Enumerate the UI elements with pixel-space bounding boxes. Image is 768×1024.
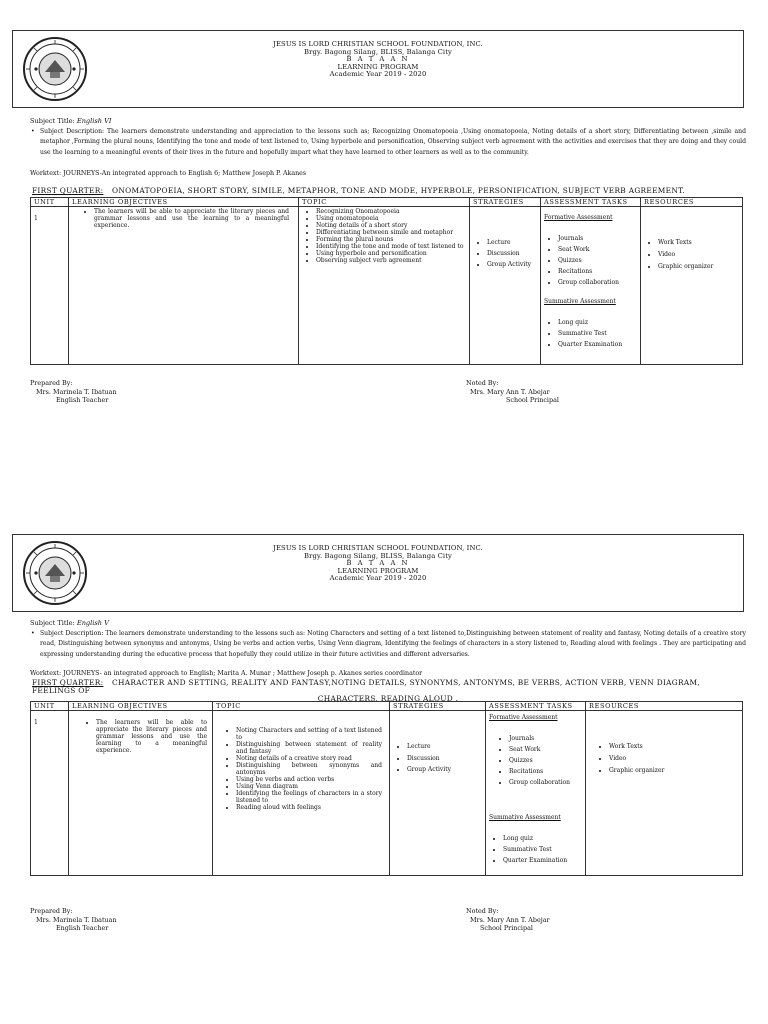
table-row: [31, 711, 743, 876]
summative-title: Summative Assessment: [544, 298, 616, 305]
noter-name: Mrs. Mary Ann T. Abejar: [470, 915, 550, 924]
preparer-name: Mrs. Marinela T. Ibatuan: [36, 915, 117, 924]
school-address: Brgy. Bagong Silang, BLISS, Balanga City: [304, 551, 452, 560]
resources-cell: [586, 711, 743, 876]
list-item: • Reading aloud with feelings: [236, 804, 382, 811]
col-unit: UNIT: [31, 702, 69, 711]
col-objectives: LEARNING OBJECTIVES: [69, 198, 299, 207]
list-item: • Group collaboration: [509, 777, 582, 788]
subject-description: [31, 127, 746, 158]
list-item: • Noting Characters and setting of a text listened to: [236, 727, 382, 741]
list-item: • Discussion: [487, 248, 537, 259]
col-assessment: ASSESSMENT TASKS: [486, 702, 586, 711]
table-header-row: [31, 198, 743, 207]
list-item: • Using be verbs and action verbs: [236, 776, 382, 783]
list-item: • Group Activity: [487, 259, 537, 270]
school-header: [12, 534, 744, 612]
list-item: • Work Texts: [658, 237, 739, 249]
list-item: • Seat Work: [558, 244, 637, 255]
col-objectives: LEARNING OBJECTIVES: [69, 702, 213, 711]
list-item: • Long quiz: [558, 317, 637, 328]
list-item: • Identifying the feelings of characters in a story listened to: [236, 790, 382, 804]
school-address: Brgy. Bagong Silang, BLISS, Balanga City: [304, 47, 452, 56]
table-row: [31, 207, 743, 365]
school-province: B A T A A N: [346, 559, 410, 568]
preparer-role: English Teacher: [56, 396, 109, 405]
col-strategies: STRATEGIES: [390, 702, 486, 711]
list-item: • Noting details of a short story: [316, 222, 466, 229]
worktext-label: Worktext:: [30, 170, 62, 177]
worktext-label: Worktext:: [30, 670, 62, 677]
prepared-by: [30, 907, 117, 933]
list-item: • Seat Work: [509, 744, 582, 755]
academic-year: Academic Year 2019 - 2020: [329, 70, 427, 79]
list-item: • Using Venn diagram: [236, 783, 382, 790]
list-item: • Discussion: [407, 753, 482, 765]
list-item: • Quarter Examination: [558, 339, 637, 350]
noted-by: [466, 379, 559, 405]
noted-by-label: Noted By:: [466, 379, 499, 387]
noted-by-label: Noted By:: [466, 907, 499, 915]
worktext: [30, 669, 746, 678]
school-name: JESUS IS LORD CHRISTIAN SCHOOL FOUNDATION, INC.: [273, 544, 483, 552]
noter-role: School Principal: [480, 924, 533, 933]
quarter-label: FIRST QUARTER:: [32, 186, 104, 195]
list-item: • Graphic organizer: [609, 765, 739, 777]
subject-title-value: English V: [76, 619, 109, 627]
preparer-role: English Teacher: [56, 924, 109, 933]
list-item: • Using onomatopoeia: [316, 215, 466, 222]
program-title: LEARNING PROGRAM: [337, 566, 419, 575]
program-title: LEARNING PROGRAM: [337, 62, 419, 71]
list-item: • Quizzes: [509, 755, 582, 766]
list-item: • Distinguishing between statement of reality and fantasy: [236, 741, 382, 755]
learning-plan-table: [30, 197, 743, 365]
list-item: • The learners will be able to appreciate the literary pieces and grammar lessons and use the learning to a meaningful experience.: [94, 208, 289, 229]
list-item: • Distinguishing between synonyms and antonyms: [236, 762, 382, 776]
quarter-topics-continued: CHARACTERS, READING ALOUD .: [317, 694, 459, 704]
list-item: • Lecture: [407, 741, 482, 753]
list-item: • The learners will be able to appreciate the literary pieces and grammar lessons and use the learning to a meaningful experience.: [96, 719, 207, 754]
prepared-by-label: Prepared By:: [30, 379, 73, 387]
subject-title: [30, 117, 111, 126]
subject-title-label: Subject Title:: [30, 117, 75, 125]
noted-by: [466, 907, 550, 933]
academic-year: Academic Year 2019 - 2020: [329, 574, 427, 583]
list-item: • Video: [658, 249, 739, 261]
quarter-heading: [32, 679, 744, 704]
list-item: • Observing subject verb agreement: [316, 257, 466, 264]
list-item: • Recognizing Onomatopoeia: [316, 208, 466, 215]
school-province: B A T A A N: [346, 55, 410, 64]
col-assessment: ASSESSMENT TASKS: [541, 198, 641, 207]
worktext-value: JOURNEYS-An integrated approach to English 6; Matthew Joseph P. Akanes: [63, 170, 307, 177]
list-item: • Differentiating between simile and metaphor: [316, 229, 466, 236]
list-item: • Quizzes: [558, 255, 637, 266]
col-topic: TOPIC: [213, 702, 390, 711]
worktext-value: JOURNEYS- an integrated approach to English; Marita A. Munar ; Matthew Joseph p. Akanes series coordinator: [63, 670, 423, 677]
quarter-topics: CHARACTER AND SETTING, REALITY AND FANTASY,NOTING DETAILS, SYNONYMS, ANTONYMS, BE VERBS, ACTION VERB, VENN DIAGRAM, FEELINGS OF: [32, 678, 701, 696]
col-resources: RESOURCES: [586, 702, 743, 711]
list-item: • Lecture: [487, 237, 537, 248]
col-resources: RESOURCES: [641, 198, 743, 207]
list-item: • Long quiz: [503, 833, 582, 844]
topic-cell: [213, 711, 390, 876]
school-heading: [13, 545, 743, 583]
unit-cell: 1: [31, 207, 69, 365]
strategies-cell: [390, 711, 486, 876]
subject-title-value: English VI: [76, 117, 112, 125]
quarter-topics: ONOMATOPOEIA, SHORT STORY, SIMILE, METAPHOR, TONE AND MODE, HYPERBOLE, PERSONIFICATION, SUBJECT VERB AGREEMENT.: [112, 186, 685, 195]
list-item: • Recitations: [509, 766, 582, 777]
col-unit: UNIT: [31, 198, 69, 207]
resources-cell: [641, 207, 743, 365]
assessment-cell: [486, 711, 586, 876]
subject-description-text: Subject Description: The learners demonstrate understanding and appreciation to the lessons such as; Recognizing Onomatopoeia ,Using onomatopoeia, Noting details of a short story, Differentiating between ,simile and metaphor ,Forming the plural nouns, Identifying the tone and mode of text listened to, Using hyperbole and personification, Observing subject verb agreement with the activities and exercises that they are doing and they could use the learning to a meaningful events of their lives in the future and hopefully impart what they have learned to other learners as well as to the community.: [40, 128, 746, 156]
quarter-heading: [32, 187, 744, 195]
bullet-icon: •: [31, 630, 35, 637]
list-item: • Summative Test: [558, 328, 637, 339]
list-item: • Using hyperbole and personification: [316, 250, 466, 257]
list-item: • Quarter Examination: [503, 855, 582, 866]
list-item: • Recitations: [558, 266, 637, 277]
worktext: [30, 169, 746, 178]
school-heading: [13, 41, 743, 79]
col-strategies: STRATEGIES: [470, 198, 541, 207]
subject-title-label: Subject Title:: [30, 619, 75, 627]
list-item: • Work Texts: [609, 741, 739, 753]
list-item: • Identifying the tone and mode of text listened to: [316, 243, 466, 250]
list-item: • Journals: [558, 233, 637, 244]
list-item: • Graphic organizer: [658, 261, 739, 273]
col-topic: TOPIC: [299, 198, 470, 207]
table-header-row: [31, 702, 743, 711]
list-item: • Journals: [509, 733, 582, 744]
learning-plan-table: [30, 701, 743, 876]
subject-description-text: Subject Description: The learners demonstrate understanding to the lessons such as: Noting Characters and setting of a text listened to,Distinguishing between statement of reality and fantasy, Noting details of a creative story read, Distinguishing between synonyms and antonyms, Using be verbs and action verbs, Using Venn diagram, Identifying the feelings of characters in a story listened to, Reading aloud with feelings . They are participating and expressing understanding during the educative process that hopefully they could utilize in their future activities and different adversaries.: [40, 630, 746, 658]
list-item: • Noting details of a creative story read: [236, 755, 382, 762]
formative-title: Formative Assessment: [544, 214, 613, 221]
subject-title: [30, 619, 109, 628]
prepared-by-label: Prepared By:: [30, 907, 73, 915]
bullet-icon: •: [31, 128, 35, 135]
assessment-cell: [541, 207, 641, 365]
summative-title: Summative Assessment: [489, 814, 561, 821]
subject-description: [31, 629, 746, 660]
objectives-cell: [69, 711, 213, 876]
preparer-name: Mrs. Marinela T. Ibatuan: [36, 387, 117, 396]
list-item: • Group Activity: [407, 764, 482, 776]
school-name: JESUS IS LORD CHRISTIAN SCHOOL FOUNDATION, INC.: [273, 40, 483, 48]
list-item: • Forming the plural nouns: [316, 236, 466, 243]
prepared-by: [30, 379, 117, 405]
strategies-cell: [470, 207, 541, 365]
unit-cell: 1: [31, 711, 69, 876]
list-item: • Summative Test: [503, 844, 582, 855]
topic-cell: [299, 207, 470, 365]
noter-name: Mrs. Mary Ann T. Abejar: [470, 387, 550, 396]
objectives-cell: [69, 207, 299, 365]
list-item: • Video: [609, 753, 739, 765]
list-item: • Group collaboration: [558, 277, 637, 288]
quarter-label: FIRST QUARTER:: [32, 678, 104, 687]
formative-title: Formative Assessment: [489, 714, 558, 721]
school-header: [12, 30, 744, 108]
noter-role: School Principal: [506, 396, 559, 405]
